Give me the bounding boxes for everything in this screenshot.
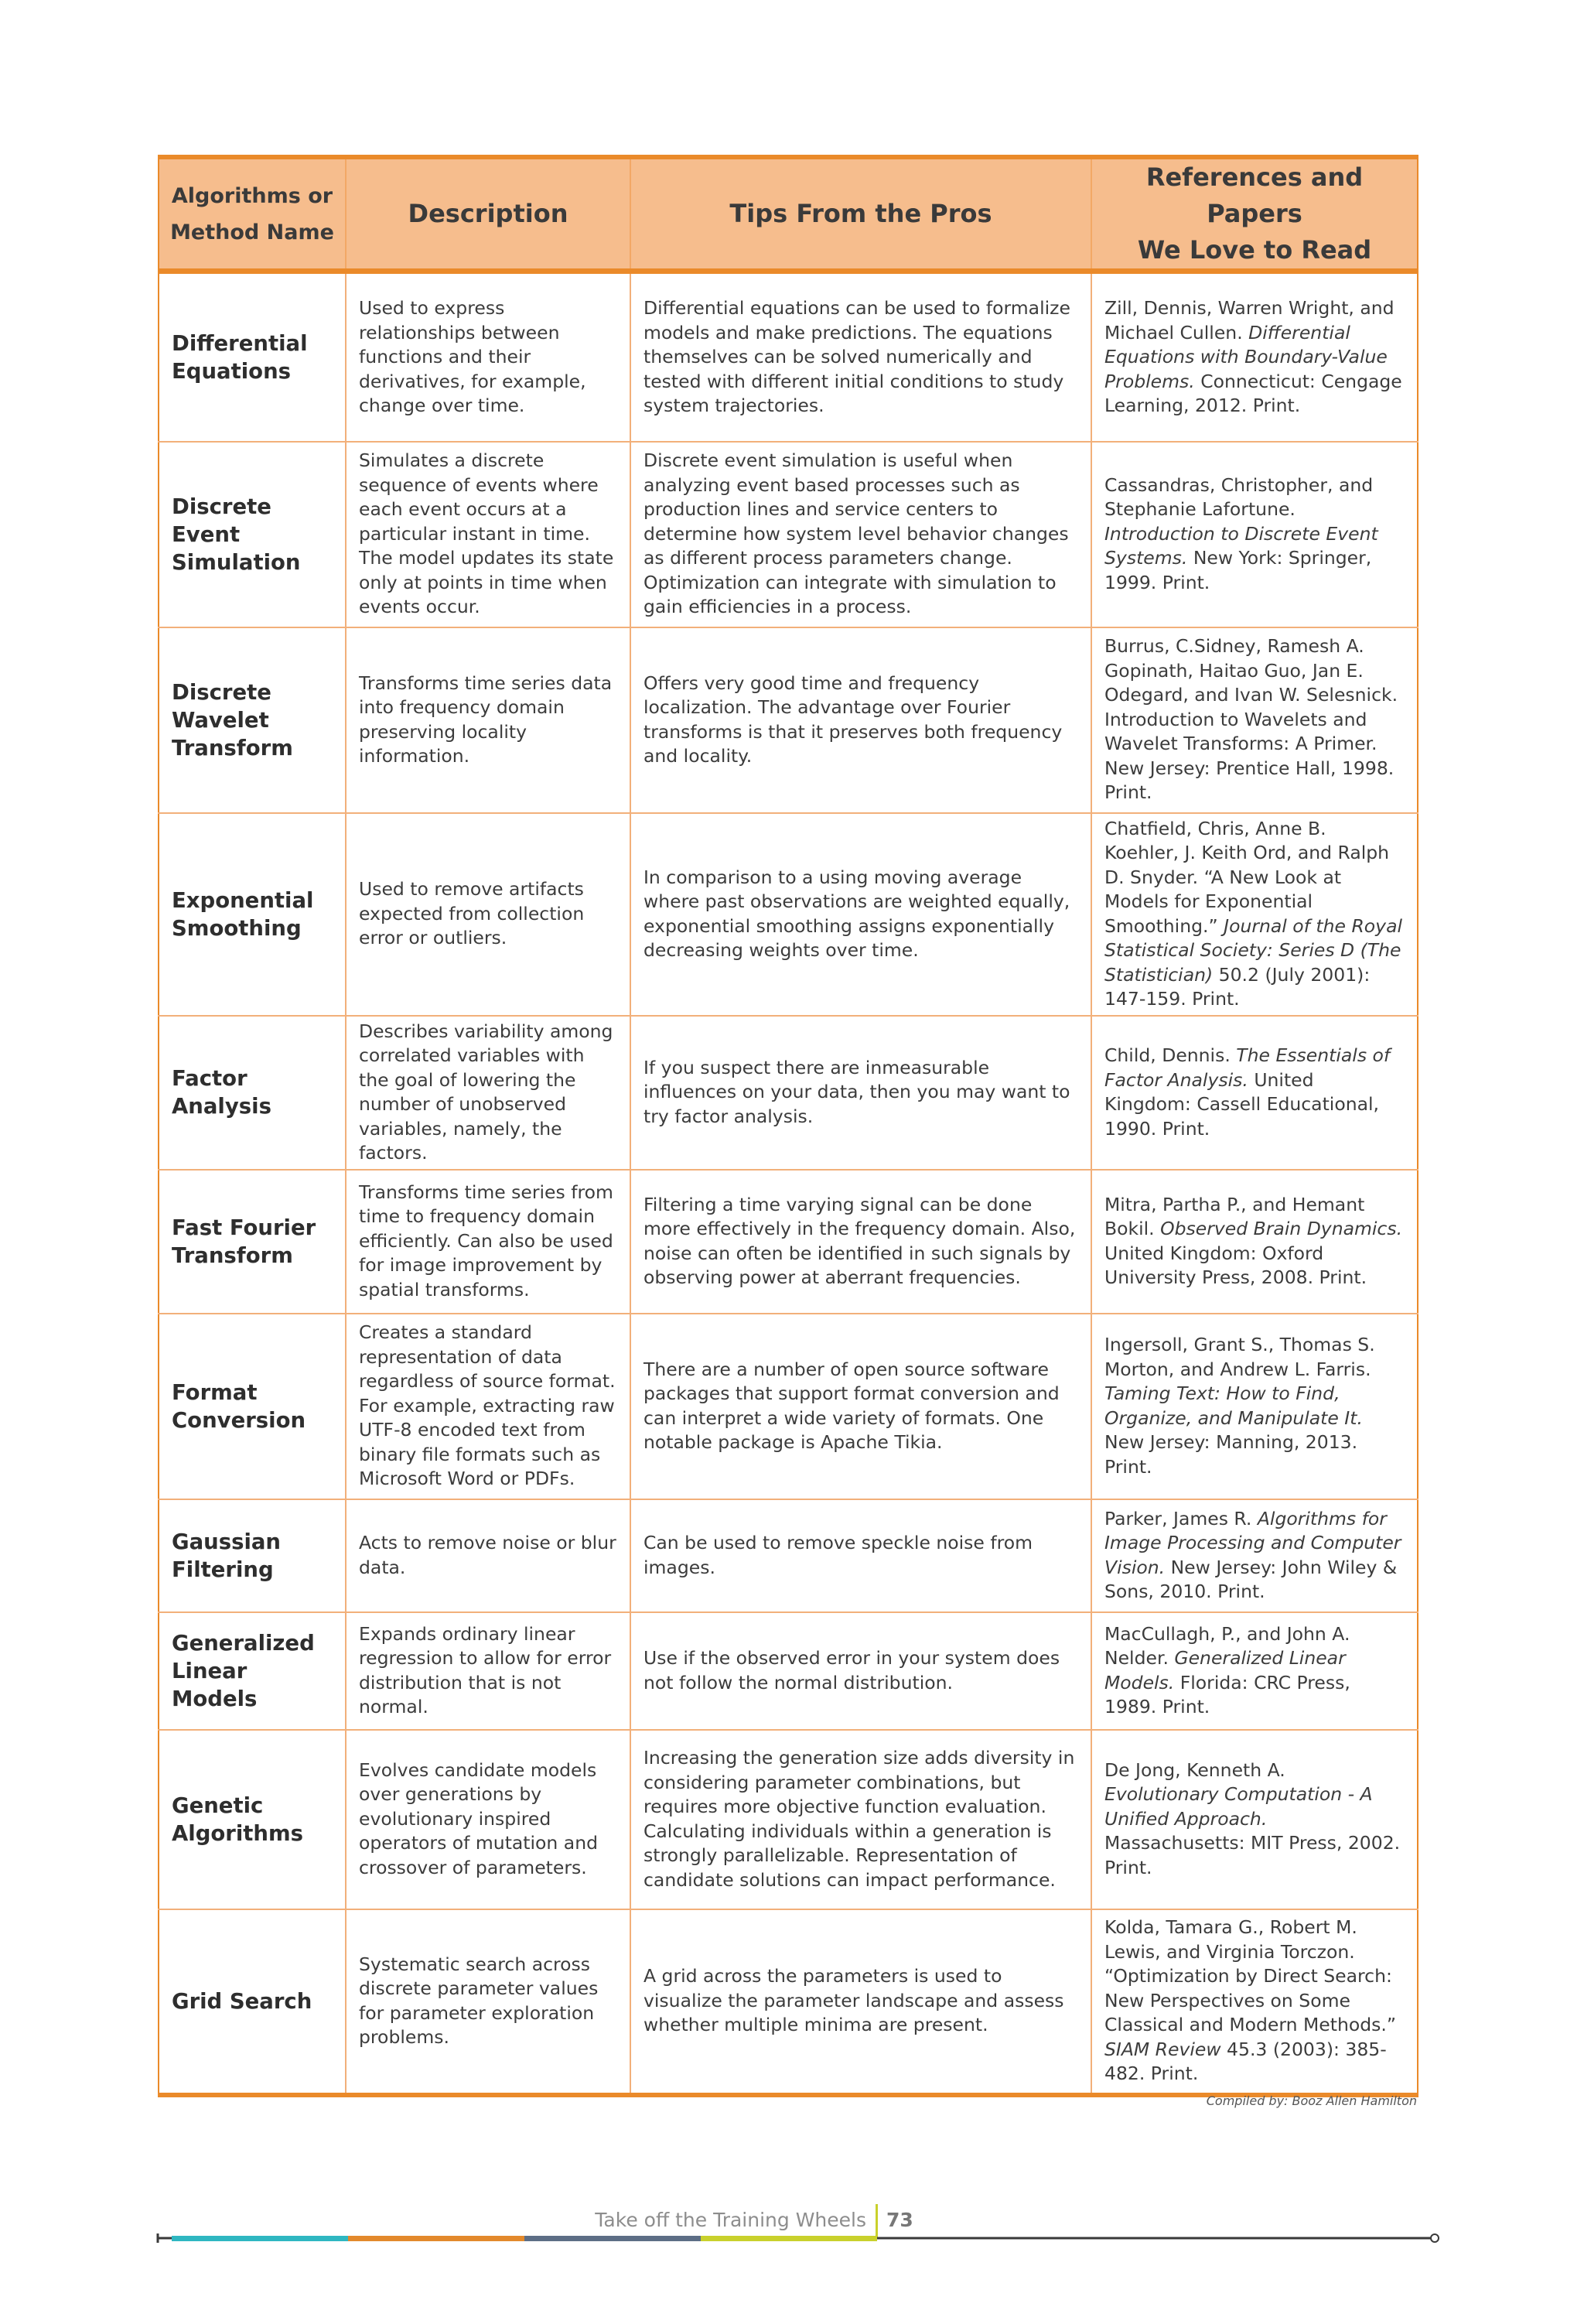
- reference-text: United Kingdom: Cassell Educational, 1990. Print.: [1104, 1068, 1380, 1140]
- method-name-cell: Fast Fourier Transform: [159, 1170, 346, 1314]
- table-row: [159, 1909, 1418, 2095]
- tips-cell: Discrete event simulation is useful when analyzing event based processes such as production lines and service centers to determine how system level behavior changes as different process parameters change. Optimization can integrate with simulation to gain efficiencies in a process.: [630, 442, 1091, 627]
- tips-cell: There are a number of open source software packages that support format conversion and can interpret a wide variety of formats. One notable package is Apache Tikia.: [630, 1314, 1091, 1499]
- reference-text: Parker, James R.: [1104, 1507, 1258, 1529]
- description-cell: Expands ordinary linear regression to allow for error distribution that is not normal.: [346, 1612, 630, 1730]
- description-cell: Simulates a discrete sequence of events where each event occurs at a particular instant in time. The model updates its state only at points in time when events occur.: [346, 442, 630, 627]
- tips-cell: Offers very good time and frequency localization. The advantage over Fourier transforms is that it preserves both frequency and locality.: [630, 627, 1091, 813]
- footer-bar-segment-orange: [348, 2236, 524, 2241]
- reference-title: Observed Brain Dynamics.: [1160, 1218, 1403, 1239]
- description-cell: Evolves candidate models over generations by evolutionary inspired operators of mutation and crossover of parameters.: [346, 1730, 630, 1909]
- description-cell: Transforms time series data into frequency domain preserving locality information.: [346, 627, 630, 813]
- table-row: [159, 272, 1418, 442]
- header-method-name: [159, 157, 346, 272]
- table-header-row: [159, 157, 1418, 272]
- reference-title: Differential Equations with Boundary-Value Problems.: [1104, 321, 1388, 392]
- reference-title: Journal of the Royal Statistical Society: Series D (The Statistician): [1104, 914, 1402, 986]
- table-row: [159, 1612, 1418, 1730]
- reference-title: Algorithms for Image Processing and Computer Vision.: [1104, 1507, 1401, 1578]
- compiled-by-credit: Compiled by: Booz Allen Hamilton: [1206, 2093, 1417, 2108]
- reference-text: 45.3 (2003): 385-482. Print.: [1104, 2038, 1387, 2085]
- reference-cell: [1091, 1730, 1418, 1909]
- reference-cell: [1091, 627, 1418, 813]
- reference-cell: [1091, 1612, 1418, 1730]
- reference-cell: [1091, 813, 1418, 1016]
- reference-cell: [1091, 442, 1418, 627]
- algorithms-table-container: [158, 155, 1417, 2097]
- reference-text: Mitra, Partha P., and Hemant Bokil.: [1104, 1193, 1365, 1239]
- method-name-cell: Format Conversion: [159, 1314, 346, 1499]
- header-text: Tips From the Pros: [729, 199, 992, 228]
- header-description: [346, 157, 630, 272]
- reference-title: Generalized Linear Models.: [1104, 1647, 1346, 1693]
- tips-cell: A grid across the parameters is used to visualize the parameter landscape and assess whether multiple minima are present.: [630, 1909, 1091, 2095]
- footer-bar-segment-teal: [172, 2236, 348, 2241]
- reference-title: Introduction to Discrete Event Systems.: [1104, 522, 1378, 569]
- description-cell: Describes variability among correlated variables with the goal of lowering the number of unobserved variables, namely, the factors.: [346, 1016, 630, 1170]
- reference-cell: [1091, 272, 1418, 442]
- table-row: [159, 1499, 1418, 1612]
- reference-text: Ingersoll, Grant S., Thomas S. Morton, and Andrew L. Farris.: [1104, 1334, 1375, 1380]
- tips-cell: Filtering a time varying signal can be done more effectively in the frequency domain. Also, noise can often be identified in such signals by observing power at aberrant frequencies.: [630, 1170, 1091, 1314]
- reference-text: Connecticut: Cengage Learning, 2012. Print.: [1104, 370, 1402, 416]
- method-name-cell: Discrete Wavelet Transform: [159, 627, 346, 813]
- description-cell: Systematic search across discrete parameter values for parameter exploration problems.: [346, 1909, 630, 2095]
- reference-text: Zill, Dennis, Warren Wright, and Michael Cullen.: [1104, 297, 1395, 343]
- table-body: [159, 272, 1418, 2095]
- description-cell: Used to remove artifacts expected from collection error or outliers.: [346, 813, 630, 1016]
- table-row: [159, 813, 1418, 1016]
- tips-cell: In comparison to a using moving average where past observations are weighted equally, exponential smoothing assigns exponentially decreasing weights over time.: [630, 813, 1091, 1016]
- footer-bar-end-circle: [1431, 2234, 1439, 2242]
- reference-text: Massachusetts: MIT Press, 2002. Print.: [1104, 1832, 1401, 1878]
- reference-text: Kolda, Tamara G., Robert M. Lewis, and Virginia Torczon. “Optimization by Direct Search: New Perspectives on Some Classical and Modern Methods.”: [1104, 1916, 1397, 2036]
- reference-text: United Kingdom: Oxford University Press, 2008. Print.: [1104, 1242, 1367, 1288]
- reference-cell: [1091, 1909, 1418, 2095]
- method-name-cell: Grid Search: [159, 1909, 346, 2095]
- reference-cell: [1091, 1314, 1418, 1499]
- reference-text: New York: Springer, 1999. Print.: [1104, 547, 1372, 593]
- reference-text: Chatfield, Chris, Anne B. Koehler, J. Keith Ord, and Ralph D. Snyder. “A New Look at Models for Exponential Smoothing.”: [1104, 817, 1390, 937]
- method-name-cell: Generalized Linear Models: [159, 1612, 346, 1730]
- reference-text: Child, Dennis.: [1104, 1044, 1237, 1066]
- table-row: [159, 1170, 1418, 1314]
- description-cell: Used to express relationships between functions and their derivatives, for example, change over time.: [346, 272, 630, 442]
- header-text: We Love to Read: [1137, 235, 1372, 265]
- header-text: Description: [408, 199, 568, 228]
- reference-text: Burrus, C.Sidney, Ramesh A. Gopinath, Haitao Guo, Jan E. Odegard, and Ivan W. Selesnick. Introduction to Wavelets and Wavelet Transforms: A Primer. New Jersey: Prentice Hall, 1998. Print.: [1104, 635, 1398, 804]
- reference-text: Cassandras, Christopher, and Stephanie Lafortune.: [1104, 473, 1374, 521]
- reference-title: Taming Text: How to Find, Organize, and Manipulate It.: [1104, 1382, 1363, 1429]
- footer-bar-segment-lime: [701, 2236, 877, 2241]
- reference-text: MacCullagh, P., and John A. Nelder.: [1104, 1622, 1350, 1669]
- reference-cell: [1091, 1499, 1418, 1612]
- tips-cell: Can be used to remove speckle noise from images.: [630, 1499, 1091, 1612]
- tips-cell: Use if the observed error in your system does not follow the normal distribution.: [630, 1612, 1091, 1730]
- header-tips: [630, 157, 1091, 272]
- tips-cell: Increasing the generation size adds diversity in considering parameter combinations, but requires more objective function evaluation. Calculating individuals within a generation is strongly parallelizable. Representation of candidate solutions can impact performance.: [630, 1730, 1091, 1909]
- footer-bar-segment-slate: [524, 2236, 701, 2241]
- tips-cell: Differential equations can be used to formalize models and make predictions. The equations themselves can be solved numerically and tested with different initial conditions to study system trajectories.: [630, 272, 1091, 442]
- table-row: [159, 627, 1418, 813]
- reference-text: New Jersey: John Wiley & Sons, 2010. Print.: [1104, 1556, 1398, 1602]
- table-row: [159, 1016, 1418, 1170]
- method-name-cell: Factor Analysis: [159, 1016, 346, 1170]
- header-text: Algorithms or: [171, 183, 333, 208]
- reference-text: De Jong, Kenneth A.: [1104, 1758, 1285, 1781]
- reference-title: The Essentials of Factor Analysis.: [1104, 1044, 1391, 1091]
- method-name-cell: Genetic Algorithms: [159, 1730, 346, 1909]
- description-cell: Creates a standard representation of data regardless of source format. For example, extracting raw UTF-8 encoded text from binary file formats such as Microsoft Word or PDFs.: [346, 1314, 630, 1499]
- reference-title: SIAM Review: [1104, 2038, 1221, 2060]
- reference-text: New Jersey: Manning, 2013. Print.: [1104, 1431, 1358, 1478]
- reference-text: 50.2 (July 2001): 147-159. Print.: [1104, 963, 1371, 1010]
- reference-title: Evolutionary Computation - A Unified Approach.: [1104, 1783, 1373, 1830]
- table-row: [159, 1730, 1418, 1909]
- reference-cell: [1091, 1016, 1418, 1170]
- header-text: References and Papers: [1145, 162, 1364, 228]
- table-row: [159, 442, 1418, 627]
- method-name-cell: Gaussian Filtering: [159, 1499, 346, 1612]
- method-name-cell: Differential Equations: [159, 272, 346, 442]
- method-name-cell: Discrete Event Simulation: [159, 442, 346, 627]
- tips-cell: If you suspect there are inmeasurable influences on your data, then you may want to try factor analysis.: [630, 1016, 1091, 1170]
- description-cell: Transforms time series from time to frequency domain efficiently. Can also be used for image improvement by spatial transforms.: [346, 1170, 630, 1314]
- header-references: [1091, 157, 1418, 272]
- reference-cell: [1091, 1170, 1418, 1314]
- page-number: 73: [886, 2209, 913, 2231]
- footer-section-title: Take off the Training Wheels: [595, 2209, 866, 2231]
- reference-text: Florida: CRC Press, 1989. Print.: [1104, 1671, 1350, 1717]
- table-row: [159, 1314, 1418, 1499]
- method-name-cell: Exponential Smoothing: [159, 813, 346, 1016]
- algorithms-table: [158, 155, 1418, 2097]
- footer-color-bar: [155, 2231, 1442, 2245]
- header-text: Method Name: [170, 220, 334, 244]
- description-cell: Acts to remove noise or blur data.: [346, 1499, 630, 1612]
